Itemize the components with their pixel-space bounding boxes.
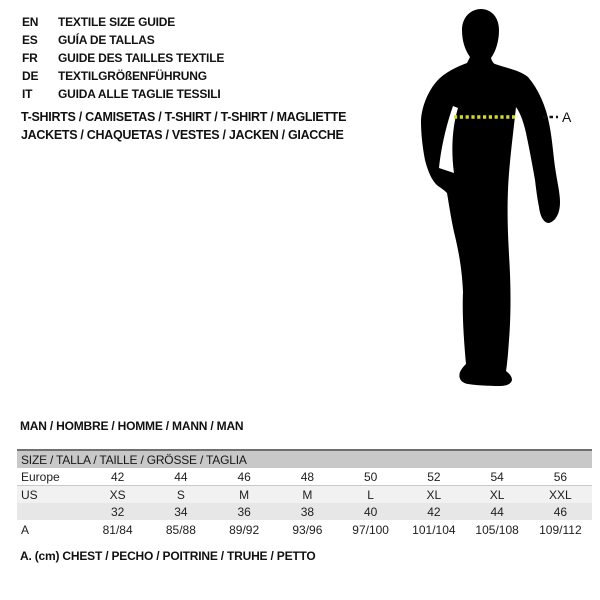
table-row-us [17,486,592,504]
table-cell: 105/108 [466,520,529,539]
table-cell: 109/112 [529,520,592,539]
measure-label-a: A [562,109,572,125]
table-cell: 81/84 [86,520,149,539]
category-jackets: JACKETS / CHAQUETAS / VESTES / JACKEN / GIACCHE [21,127,344,142]
category-tshirts: T-SHIRTS / CAMISETAS / T-SHIRT / T-SHIRT / MAGLIETTE [21,110,347,124]
table-cell: L [339,486,402,504]
size-table [17,449,592,539]
language-label: TEXTILGRÖßENFÜHRUNG [58,69,207,83]
language-label: GUIDE DES TAILLES TEXTILE [58,51,225,65]
table-cell: 40 [339,503,402,520]
language-code: DE [22,69,39,83]
man-silhouette-figure [408,4,578,392]
table-row-numeric [17,503,592,520]
table-row-chest-a [17,520,592,539]
table-cell: 93/96 [276,520,339,539]
table-cell: 89/92 [213,520,276,539]
table-cell: XL [466,486,529,504]
table-cell: 85/88 [149,520,212,539]
language-row [22,67,224,85]
row-label: A [17,520,86,539]
language-label: TEXTILE SIZE GUIDE [58,15,176,29]
table-cell: 42 [402,503,465,520]
table-cell: 50 [339,468,402,486]
table-row-europe [17,468,592,486]
table-cell: 101/104 [402,520,465,539]
language-code: IT [22,87,33,101]
table-cell: M [213,486,276,504]
table-cell: 34 [149,503,212,520]
language-row [22,49,224,67]
table-cell: XXL [529,486,592,504]
language-code: FR [22,51,38,65]
table-cell: 97/100 [339,520,402,539]
table-cell: 46 [213,468,276,486]
language-code: ES [22,33,38,47]
row-label [17,503,86,520]
row-label: US [17,486,86,504]
table-cell: 56 [529,468,592,486]
language-code: EN [22,15,39,29]
language-label: GUIDA ALLE TAGLIE TESSILI [58,87,221,101]
table-cell: 46 [529,503,592,520]
table-cell: M [276,486,339,504]
table-cell: XL [402,486,465,504]
man-silhouette [421,9,560,386]
size-table-header: SIZE / TALLA / TAILLE / GRÖSSE / TAGLIA [17,450,592,468]
table-cell: 54 [466,468,529,486]
size-table-header-row [17,450,592,468]
section-title-man: MAN / HOMBRE / HOMME / MANN / MAN [20,419,244,433]
language-row [22,13,224,31]
category-list [21,109,346,144]
table-cell: 42 [86,468,149,486]
table-cell: 44 [466,503,529,520]
language-list [22,13,224,103]
table-cell: 38 [276,503,339,520]
measurement-footnote: A. (cm) CHEST / PECHO / POITRINE / TRUHE / PETTO [20,549,316,563]
row-label: Europe [17,468,86,486]
table-cell: 48 [276,468,339,486]
table-cell: 36 [213,503,276,520]
table-cell: 44 [149,468,212,486]
table-cell: 32 [86,503,149,520]
language-row [22,31,224,49]
language-row [22,85,224,103]
table-cell: S [149,486,212,504]
language-label: GUÍA DE TALLAS [58,33,155,47]
table-cell: XS [86,486,149,504]
table-cell: 52 [402,468,465,486]
